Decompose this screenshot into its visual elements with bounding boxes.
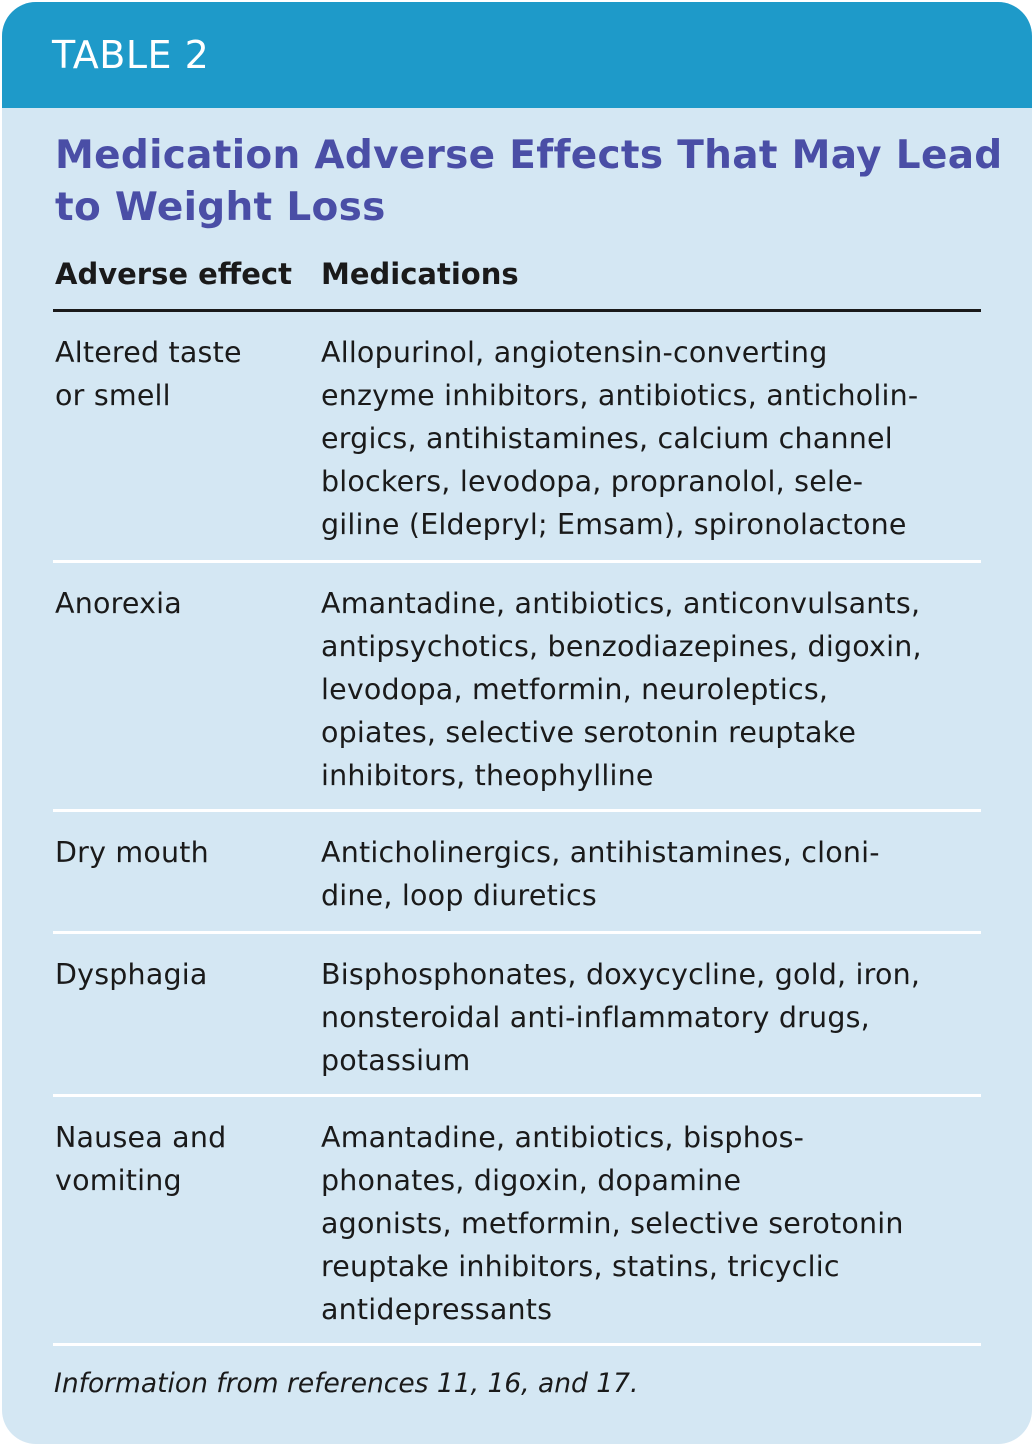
adverse-effect-cell: [53, 831, 321, 931]
medications-cell: [321, 582, 981, 809]
cell-line: vomiting: [55, 1164, 182, 1197]
cell-line: Bisphosphonates, doxycycline, gold, iron,: [321, 958, 921, 991]
cell-line: agonists, metformin, selective serotonin: [321, 1207, 904, 1240]
table-row: [53, 812, 981, 934]
table-card: [2, 2, 1032, 1444]
adverse-effect-cell: [53, 582, 321, 809]
cell-line: Altered taste: [55, 336, 242, 369]
cell-line: reuptake inhibitors, statins, tricyclic: [321, 1250, 840, 1283]
cell-line: Amantadine, antibiotics, bisphos-: [321, 1121, 805, 1154]
cell-line: ergics, antihistamines, calcium channel: [321, 422, 893, 455]
table-header-row: [53, 252, 981, 312]
table-title: [55, 130, 1005, 234]
cell-line: giline (Eldepryl; Emsam), spironolactone: [321, 508, 907, 541]
cell-line: antidepressants: [321, 1293, 553, 1326]
cell-line: antipsychotics, benzodiazepines, digoxin,: [321, 630, 922, 663]
cell-line: inhibitors, theophylline: [321, 759, 654, 792]
medications-cell: [321, 331, 981, 560]
cell-line: Dysphagia: [55, 958, 208, 991]
cell-line: potassium: [321, 1044, 471, 1077]
table-row: [53, 934, 981, 1097]
table-row: [53, 563, 981, 812]
cell-line: Anorexia: [55, 587, 182, 620]
cell-line: dine, loop diuretics: [321, 879, 597, 912]
table-banner: [2, 2, 1032, 108]
cell-line: blockers, levodopa, propranolol, sele-: [321, 465, 864, 498]
cell-line: Nausea and: [55, 1121, 227, 1154]
header-adverse-effect: Adverse effect: [55, 257, 292, 291]
cell-line: Anticholinergics, antihistamines, cloni-: [321, 836, 880, 869]
table-number-label: TABLE 2: [52, 33, 210, 77]
cell-line: or smell: [55, 379, 171, 412]
medications-cell: [321, 831, 981, 931]
cell-line: Amantadine, antibiotics, anticonvulsants,: [321, 587, 921, 620]
adverse-effect-cell: [53, 1116, 321, 1343]
medications-cell: [321, 1116, 981, 1343]
cell-line: Allopurinol, angiotensin-converting: [321, 336, 828, 369]
table-row: [53, 1097, 981, 1346]
table-title-line: Medication Adverse Effects That May Lead: [55, 133, 1003, 178]
cell-line: enzyme inhibitors, antibiotics, anticholin-: [321, 379, 919, 412]
cell-line: nonsteroidal anti-inflammatory drugs,: [321, 1001, 870, 1034]
adverse-effect-cell: [53, 331, 321, 560]
adverse-effect-cell: [53, 953, 321, 1094]
medications-cell: [321, 953, 981, 1094]
header-medications: Medications: [321, 257, 519, 291]
cell-line: levodopa, metformin, neuroleptics,: [321, 673, 829, 706]
table-row: [53, 312, 981, 563]
medication-table: [53, 252, 981, 1346]
cell-line: Dry mouth: [55, 836, 209, 869]
table-title-line: to Weight Loss: [55, 185, 386, 230]
cell-line: opiates, selective serotonin reuptake: [321, 716, 857, 749]
table-footnote: Information from references 11, 16, and 17.: [54, 1368, 639, 1399]
cell-line: phonates, digoxin, dopamine: [321, 1164, 742, 1197]
